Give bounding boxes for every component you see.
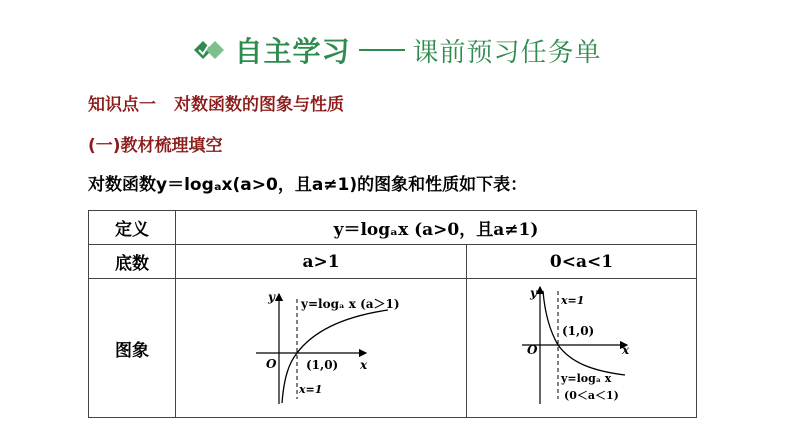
vline-label: x=1 [299,383,323,396]
point-label: (1,0) [306,358,339,372]
table-row-definition [89,211,697,245]
vline-label: x=1 [561,294,585,307]
curve-label: y=logₐ x [561,372,612,385]
x-axis-label: x [622,343,630,357]
intro-text: 对数函数y＝logₐx(a>0，且a≠1)的图象和性质如下表： [88,175,528,195]
base-greater-one: a>1 [176,245,467,279]
subsection-heading: (一)教材梳理填空 [88,136,223,156]
table-row-graph [89,279,697,418]
origin-label: O [527,343,538,357]
diamond-logo-icon [192,37,226,63]
curve-label: y=logₐ x (a＞1) [301,297,400,311]
header-dash [359,49,405,51]
page-header [0,28,794,72]
section-title: 对数函数的图象与性质 [174,95,344,115]
curve-condition: (0＜a＜1) [564,389,619,402]
definition-value: y＝logₐx (a>0，且a≠1) [176,211,697,245]
base-less-one: 0<a<1 [467,245,697,279]
log-graph-increasing [176,279,466,412]
property-table [88,210,697,418]
y-axis-label: y [268,290,275,304]
section-heading [88,90,362,115]
header-title: 自主学习 [234,35,351,68]
y-axis-label: y [530,286,537,300]
log-curve-increasing [282,310,388,403]
point-label: (1,0) [562,324,595,338]
origin-label: O [266,357,277,371]
definition-header: 定义 [89,211,176,245]
log-graph-decreasing [467,279,696,412]
header-subtitle: 课前预习任务单 [412,37,602,68]
base-header: 底数 [89,245,176,279]
table-row-base [89,245,697,279]
graph-cell-a-less-one [467,279,697,418]
graph-cell-a-greater-one [176,279,467,418]
x-axis-label: x [360,358,368,372]
section-label: 知识点一 [88,95,156,115]
graph-header: 图象 [89,279,176,418]
